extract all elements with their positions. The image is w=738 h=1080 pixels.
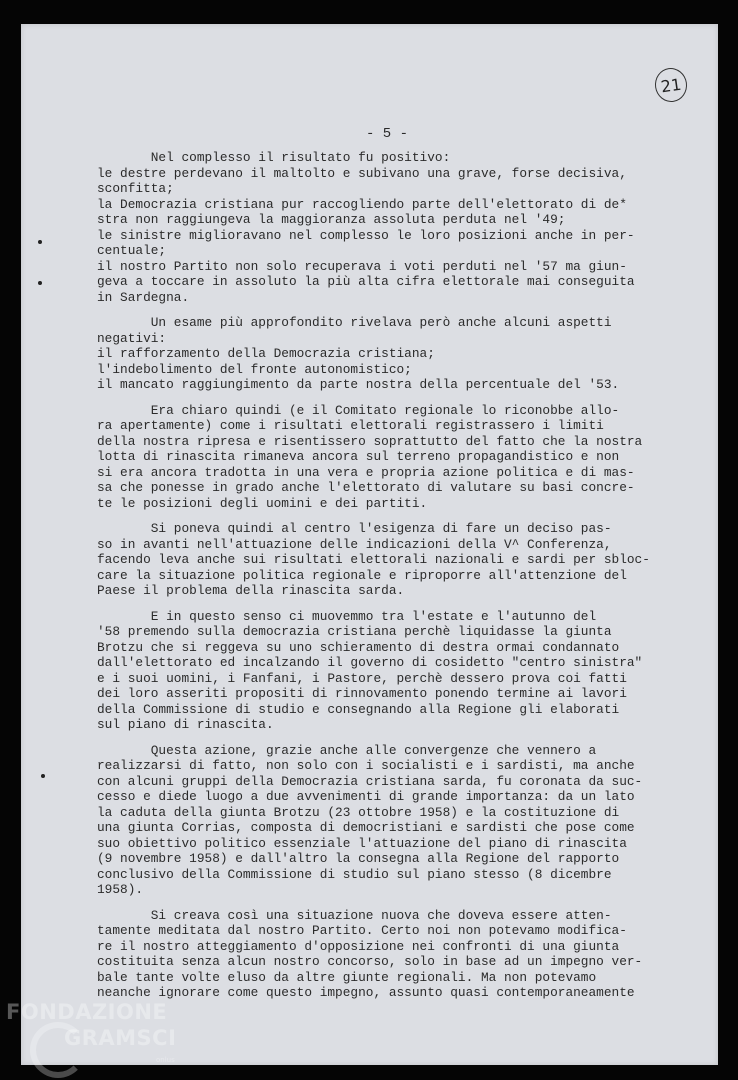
text-line: geva a toccare in assoluto la più alta cifra elettorale mai conseguita xyxy=(97,274,635,289)
document-page xyxy=(21,24,718,1065)
text-line: con alcuni gruppi della Democrazia cristiana sarda, fu coronata da suc- xyxy=(97,773,643,789)
text-line: della Commissione di studio e consegnando alla Regione gli elaborati xyxy=(97,701,620,717)
text-line: Nel complesso il risultato fu positivo: xyxy=(97,150,451,165)
text-line: stra non raggiungeva la maggioranza assoluta perduta nel '49; xyxy=(97,212,566,227)
text-line: della nostra ripresa e risentissero soprattutto del fatto che la nostra xyxy=(97,433,643,449)
page-number: - 5 - xyxy=(366,126,409,142)
text-line: l'indebolimento del fronte autonomistico; xyxy=(97,361,412,377)
paragraph-gap xyxy=(97,511,701,521)
text-line: sa che ponesse in grado anche l'elettorato di valutare su basi concre- xyxy=(97,480,635,495)
text-line: centuale; xyxy=(97,243,167,258)
text-line: bale tante volte eluso da altre giunte regionali. Ma non potevamo xyxy=(97,969,597,985)
text-line: le sinistre miglioravano nel complesso le loro posizioni anche in per- xyxy=(97,227,635,243)
text-line: sul piano di rinascita. xyxy=(97,717,274,732)
text-line: facendo leva anche sui risultati elettorali nazionali e sardi per sbloc- xyxy=(97,552,650,567)
watermark-line1: FONDAZIONE xyxy=(6,1000,168,1024)
margin-dot xyxy=(38,240,42,244)
text-line: (9 novembre 1958) e dall'altro la consegna alla Regione del rapporto xyxy=(97,851,620,866)
text-line: si era ancora tradotta in una vera e propria azione politica e di mas- xyxy=(97,464,635,480)
paragraph-gap xyxy=(97,898,701,908)
text-line: Questa azione, grazie anche alle convergenze che vennero a xyxy=(97,742,597,758)
paragraph-gap xyxy=(97,305,701,315)
text-line: Paese il problema della rinascita sarda. xyxy=(97,583,405,598)
text-line: cesso e diede luogo a due avvenimenti di grande importanza: da un lato xyxy=(97,789,635,804)
text-line: in Sardegna. xyxy=(97,289,190,305)
watermark-line2: GRAMSCI xyxy=(64,1026,177,1050)
paragraph-gap xyxy=(97,599,701,609)
margin-dot xyxy=(38,281,42,285)
text-line: Si poneva quindi al centro l'esigenza di fare un deciso pas- xyxy=(97,521,612,536)
text-line: dall'elettorato ed incalzando il governo di cosidetto "centro sinistra" xyxy=(97,655,643,670)
text-line: care la situazione politica regionale e riproporre all'attenzione del xyxy=(97,567,627,583)
text-line: Brotzu che si reggeva su uno schieramento di destra ormai condannato xyxy=(97,639,620,655)
text-line: realizzarsi di fatto, non solo con i socialisti e i sardisti, ma anche xyxy=(97,758,635,773)
text-line: 1958). xyxy=(97,882,144,897)
text-line: ra apertamente) come i risultati elettorali registrassero i limiti xyxy=(97,418,604,433)
text-line: so in avanti nell'attuazione delle indicazioni della V^ Conferenza, xyxy=(97,536,612,552)
text-line: te le posizioni degli uomini e dei partiti. xyxy=(97,495,428,511)
archive-number-stamp: 21 xyxy=(653,66,689,104)
paragraph-gap xyxy=(97,733,701,743)
text-line: conclusivo della Commissione di studio sul piano stesso (8 dicembre xyxy=(97,866,612,882)
text-line: '58 premendo sulla democrazia cristiana perchè liquidasse la giunta xyxy=(97,624,612,639)
text-line: tamente meditata dal nostro Partito. Certo noi non potevamo modifica- xyxy=(97,923,627,938)
text-line: Si creava così una situazione nuova che doveva essere atten- xyxy=(97,907,612,923)
text-line: lotta di rinascita rimaneva ancora sul terreno propagandistico e non xyxy=(97,449,620,464)
text-line: Era chiaro quindi (e il Comitato regionale lo riconobbe allo- xyxy=(97,402,620,418)
text-line: il mancato raggiungimento da parte nostra della percentuale del '53. xyxy=(97,377,620,392)
text-line: il rafforzamento della Democrazia cristiana; xyxy=(97,346,435,361)
text-line: la caduta della giunta Brotzu (23 ottobre 1958) e la costituzione di xyxy=(97,804,620,820)
text-line: Un esame più approfondito rivelava però anche alcuni aspetti xyxy=(97,315,612,330)
text-line: neanche ignorare come questo impegno, assunto quasi contemporaneamente xyxy=(97,985,635,1000)
text-line: re il nostro atteggiamento d'opposizione nei confronti di una giunta xyxy=(97,938,620,954)
text-line: negativi: xyxy=(97,330,167,346)
watermark-logo xyxy=(6,1000,196,1075)
text-line: le destre perdevano il maltolto e subivano una grave, forse decisiva, xyxy=(97,165,627,181)
text-line: dei loro asseriti propositi di rinnovamento ponendo termine ai lavori xyxy=(97,686,627,701)
text-line: sconfitta; xyxy=(97,181,174,196)
text-line: e i suoi uomini, i Fanfani, i Pastore, perchè dessero prova coi fatti xyxy=(97,670,627,686)
text-line: una giunta Corrias, composta di democristiani e sardisti che pose come xyxy=(97,820,635,835)
margin-dot xyxy=(41,774,45,778)
paragraph-gap xyxy=(97,393,701,403)
text-line: E in questo senso ci muovemmo tra l'estate e l'autunno del xyxy=(97,608,597,624)
text-line: il nostro Partito non solo recuperava i voti perduti nel '57 ma giun- xyxy=(97,258,627,274)
typed-text-body xyxy=(97,150,701,1001)
text-line: costituita senza alcun nostro concorso, solo in base ad un impegno ver- xyxy=(97,954,643,969)
watermark-small: onlus xyxy=(156,1056,175,1064)
text-line: la Democrazia cristiana pur raccogliendo parte dell'elettorato di de* xyxy=(97,196,627,212)
text-line: suo obiettivo politico essenziale l'attuazione del piano di rinascita xyxy=(97,835,627,851)
